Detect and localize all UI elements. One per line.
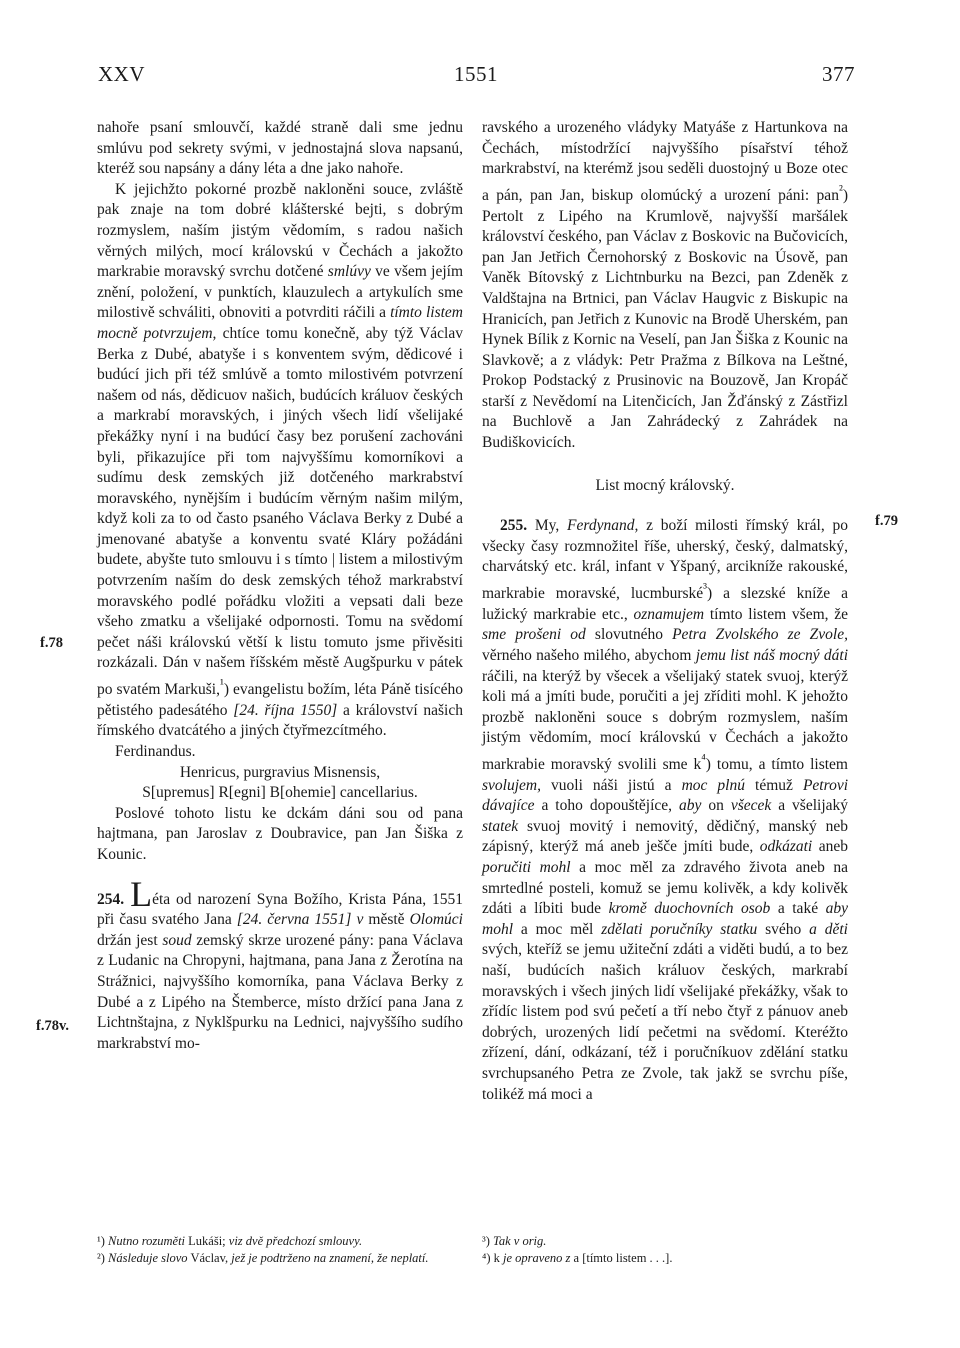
margin-folio-78: f.78 xyxy=(40,635,63,651)
paragraph: nahoře psaní smlouvčí, každé straně dali sme jednu smlúvu pod sekrety svými, v jednostajná slova napsanú, kteréž sou napsány a dány léta a dne jako nahoře. xyxy=(97,119,463,178)
paragraph: ravského a urozeného vládyky Matyáše z Hartunkova na Čechách, místodržící najvyššího písařství téhož markrabství, na kterémž jsou seděli duostojný u Boze otec a pán, pan Jan, biskup olomúcký a urození páni: pan$^{^2}$) Pertolt z Lipého na Krumlově, najvyšší maršálek království českého, pan Václav z Boskovic na Bučovicích, pan Jan Jetřich Černohorský z Boskovic na Úsově, pan Vaněk Bítovský z Lichtnburku na Bezci, pan Zdeněk z Valdštajna na Brtnici, pan Václav Haugvic z Biskupic na Hranicích, pan Jetřich z Kunovic na Brodě Uherském, pan Hynek Bílik z Kornic na Veselí, pan Jan Šiška z Kounic na Slavkově; a z vládyk: Petr Pražma z Bílkova na Leštné, Prokop Podstacký z Prusinovic na Bouzově, Jan Kropáč starší z Nevědomí na Litenčicích, Jan Žďánský z Zástřizl na Buchlově a Jan Zahrádecký z Zahrádek na Budiškovicích. xyxy=(482,119,848,452)
signature-cancellarius: S[upremus] R[egni] B[ohemie] cancellarius. xyxy=(142,784,418,802)
footnote-2: ²) Následuje slovo Václav, jež je podtrženo na znamení, že neplatí. xyxy=(97,1251,429,1265)
section-title: List mocný královský. xyxy=(595,476,735,494)
margin-folio-78v: f.78v. xyxy=(36,1018,70,1034)
paragraph-messengers: Poslové tohoto listu ke dckám dáni sou od pana hajtmana, pan Jaroslav z Doubravice, pan Jan Šiška z Kounic. xyxy=(97,804,463,863)
footnote-1: ¹) Nutno rozuměti Lukáši; viz dvě předchozí smlouvy. xyxy=(97,1234,363,1248)
entry-254: 254. Léta od narození Syna Božího, Krista Pána, 1551 při času svatého Jana [24. června 1551] v městě Olomúci držán jest soud zemský skrze urozené pány: pana Václava z Ludanic na Chropyni, hajtmana, pana Jana z Žerotína na Strážnici, najvyššího komorníka, pana Václava Berky z Dubé a z Lipého na Štemberce, místo držící pana Jana z Lichtnštajna, z Nyklšpurku na Lednici, najvyššího sudího markrabství mo- xyxy=(97,873,463,1052)
header-year: 1551 xyxy=(454,62,498,86)
left-column xyxy=(97,118,463,1054)
signature-henricus: Henricus, purgravius Misnensis, xyxy=(179,763,381,781)
footnote-4: ⁴) k je opraveno z a [tímto listem . . .]. xyxy=(482,1251,673,1265)
footnote-3: ³) Tak v orig. xyxy=(482,1234,547,1248)
footnotes-left xyxy=(97,1233,463,1267)
header-page-number: 377 xyxy=(822,62,855,86)
signature-ferdinandus: Ferdinandus. xyxy=(115,742,196,760)
paragraph-confirmation: K jejichžto pokorné prozbě nakloněni souce, zvláště pak znaje na tom dobré klášterské bejti, s dobrým rozmyslem, naším jistým vědomím, s radou našich věrných milých, mocí královskú v Čechách a jakožto markrabie moravský svrchu dotčené smlúvy ve všem jejím znění, položení, v punktích, klauzulech a artykulích sme milostivě schváliti, obnoviti a potvrditi ráčili a tímto listem mocně potvrzujem, chtíce tomu konečně, aby týž Václav Berka z Dubé, abatyše i s konventem svým, dědicové i budúcí jich při též smlúvě a tomto milostivém potvrzení našem od nás, dědicuov našich, budúcích králuov českých a markrabí moravských, i jiných všech lidí všelijaké překážky nyní i na budúcí časy bez porušení zachováni byli, přikazujíce při tom najvyššímu komorníkovi a sudímu desk zemských již dotčeného markrabství moravského, nynějším i budúcím věrným našim milým, když koli za to od často psaného Václava Berky z Dubé a jmenované abatyše a konventu svaté Kláry požádáni budete, abyšte tuto smlouvu i s tímto | listem a milostivým potvrzením naším do desk zemských téhož markrabství moravského podlé pořádku vložiti a vepsati dali beze všeho zmatku a všelijaké odpornosti. Tomu na svědomí pečet náši královskú větší k listu tomuto jsme přivěsiti rozkázali. Dán v našem říšském městě Augšpurku v pátek po svatém Markuši,$^{^1}$) evangelistu božím, léta Páně tisícého pětistého padesátého [24. října 1550] a království našich římského dvatcátého a jiných čtyřmezcítmého. xyxy=(97,180,464,740)
right-column xyxy=(482,118,848,1105)
header-volume: XXV xyxy=(98,62,145,86)
footnotes-right xyxy=(482,1233,848,1267)
margin-folio-79: f.79 xyxy=(875,513,898,529)
entry-255: 255. My, Ferdynand, z boží milosti římský král, po všecky časy rozmnožitel říše, uherský, český, dalmatský, charvátský etc. král, infant v Yšpaný, arcikníže rakouské, markrabie moravské, lucmburské$^{^3}$) a slezské kníže a lužický markrabie etc., oznamujem tímto listem všem, že sme prošeni od slovutného Petra Zvolského ze Zvole, věrného našeho milého, abychom jemu list náš mocný dáti ráčili, na kterýž by všecek a všelijaký statek svuoj, kterýž koli má a jmíti bude, poručiti a jej zříditi mohl. K jehožto prozbě nakloněni souce s dobrým rozmyslem, naším jistým vědomím, mocí královskú v Čechách a jakožto markrabie moravský svolili sme $k^{^4}$) tomu, a tímto listem svolujem, vuoli náši jistú a moc plnú témuž Petrovi dávajíce a toho dopouštějíce, aby on všecek a všelijaký statek svuoj movitý i nemovitý, dědičný, manský neb zápisný, kterýž má aneb ješče jmíti bude, odkázati aneb poručiti mohl a moc měl za zdravého života aneb na smrtedlné posteli, komuž se jemu kolivěk, a kdy kolivěk zdáti a líbiti bude kromě duochovních osob a také aby mohl a moc měl zdělati poručníky statku svého a děti svých, kteříž se jemu užitеční zdáti a viděti budú, a to bez naší, budúcích našich králuov českých, markrabí moravských i všech jiných lidí všelijaké překážky, však to zřídíc listem pod svú pečetí a tří nebo čtyř z pánuov aneb dobrých, urozených lidí pečetmi na svědomí. Kteréžto zřízení, dání, odkázaní, též i poručníkuov zdělání statku svrchupsaného Petra ze Zvole, tak jakž se svrchu píše, tolikéž má moci a xyxy=(482,517,849,1103)
